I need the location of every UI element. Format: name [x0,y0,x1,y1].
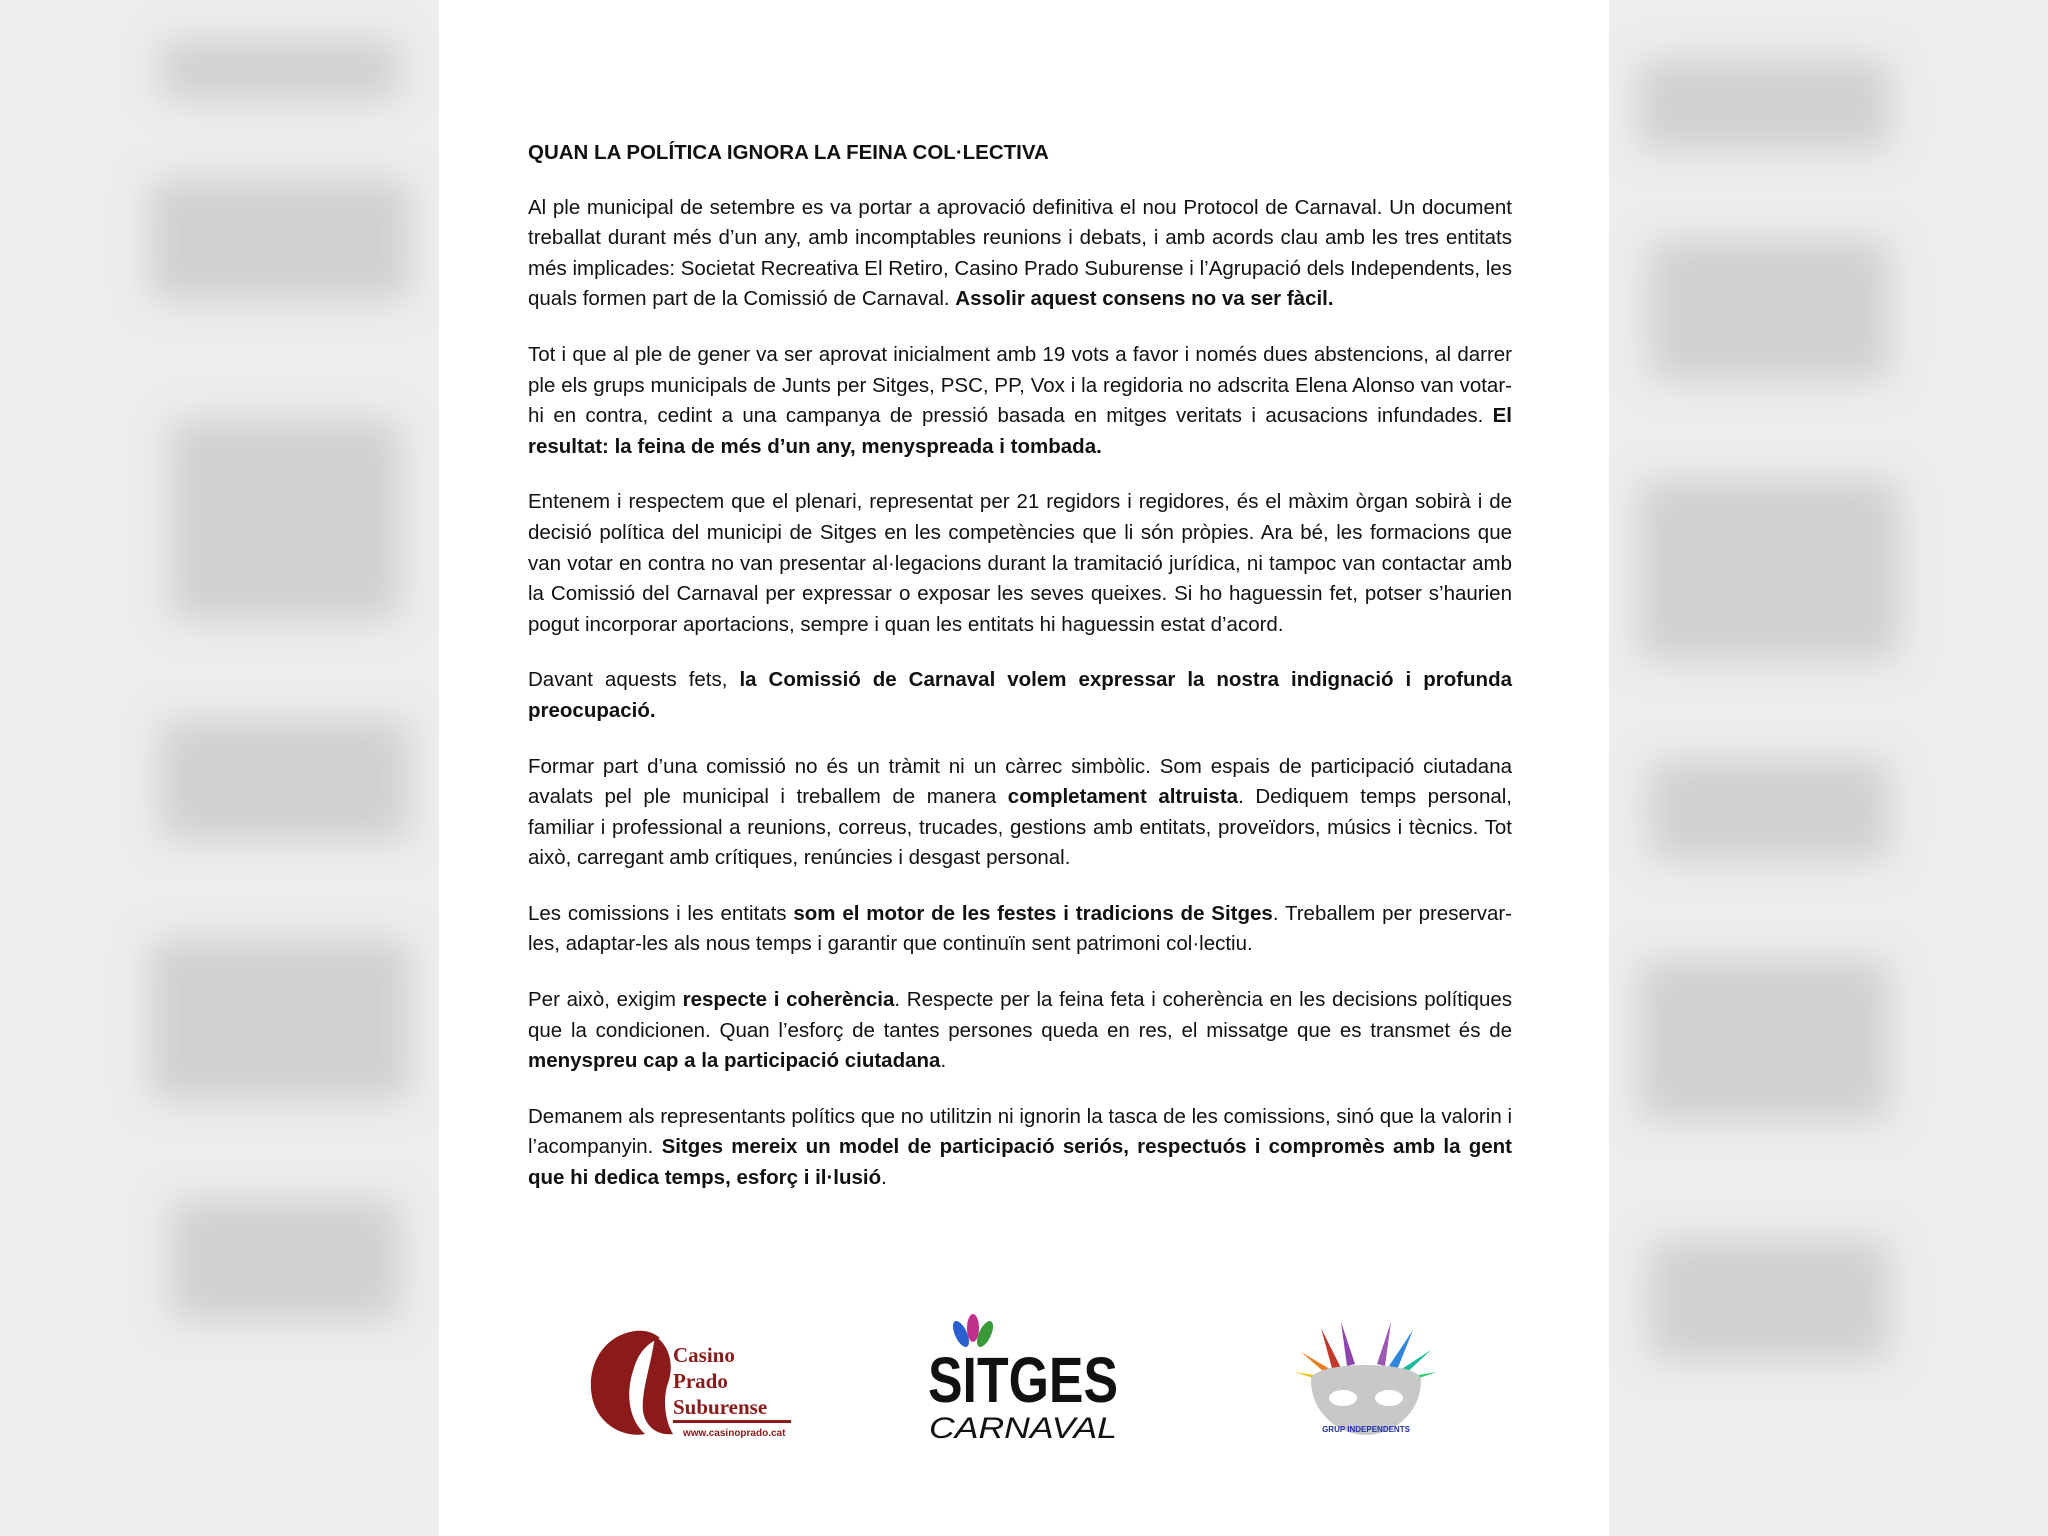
bold-text-segment: som el motor de les festes i tradicions de Sitges [793,901,1273,925]
bold-text-segment: Assolir aquest consens no va ser fàcil. [955,287,1334,311]
text-segment: Entenem i respectem que el plenari, representat per 21 regidors i regidores, és el màxim òrgan sobirà i de decisió política del municipi de Sitges en les competències que li són pròpies. Ara bé, les formacions que van votar en contra no van presentar al·legacions durant la tramitació jurídica, ni tampoc van contactar amb la Comissió del Carnaval per expressar o exposar les seves queixes. Si ho haguessin fet, potser s’haurien pogut incorporar aportacions, sempre i quan les entitats hi haguessin estat d’acord. [528,490,1512,636]
text-segment: Formar part d’una comissió no és un tràmit ni un càrrec simbòlic. Som espais de participació ciutadana avalats pel ple municipal i treballem de manera [528,754,1512,809]
document-page [439,0,1609,1536]
text-segment: . Dediquem temps personal, familiar i professional a reunions, correus, trucades, gestions amb entitats, proveïdors, músics i tècnics. Tot això, carregant amb crítiques, renúncies i desgast personal. [528,785,1513,870]
paragraph [528,487,1512,640]
text-segment: . [940,1049,947,1073]
independents-text: GRUP INDEPENDENTS [1322,1425,1410,1434]
bold-text-segment: El resultat: la feina de més d’un any, menyspreada i tombada. [528,404,1512,458]
document-title: QUAN LA POLÍTICA IGNORA LA FEINA COL·LECTIVA [528,141,1049,164]
casino-prado-logo [585,1326,795,1441]
text-segment: Davant aquests fets, [528,668,740,692]
sitges-carnaval-logo [923,1314,1123,1444]
text-segment: Per això, exigim [528,988,683,1012]
document-body [528,138,1512,1219]
bold-text-segment: menyspreu cap a la participació ciutadana [528,1049,941,1073]
paragraph [528,1102,1512,1194]
carnaval-text: CARNAVAL [929,1412,1117,1445]
casino-line-2: Prado [673,1369,728,1393]
casino-line-1: Casino [673,1343,735,1367]
logos-row [439,1320,1609,1450]
text-segment: Demanem als representants polítics que no utilitzin ni ignorin la tasca de les comissions, sinó que la valorin i l’acompanyin. [528,1104,1512,1159]
bold-text-segment: respecte i coherència [682,988,895,1012]
blurred-background-right [1609,0,2048,1536]
paragraph [528,985,1512,1077]
casino-line-3: Suburense [673,1395,768,1419]
grup-independents-logo [1291,1320,1441,1445]
bold-text-segment: Sitges mereix un model de participació seriós, respectuós i compromès amb la gent que hi dedica temps, esforç i il·lusió [528,1135,1512,1190]
text-segment: . [881,1166,887,1190]
bold-text-segment: la Comissió de Carnaval volem expressar la nostra indignació i profunda preocupació. [528,668,1513,722]
text-segment: . Treballem per preservar-les, adaptar-les als nous temps i garantir que continuïn sent patrimoni col·lectiu. [528,901,1512,956]
paragraph [528,752,1512,874]
paragraph [528,193,1512,315]
paragraph [528,340,1512,462]
blurred-background-left [0,0,439,1536]
bold-text-segment: completament altruista [1007,785,1239,809]
text-segment: . Respecte per la feina feta i coherència en les decisions polítiques que la condicionen. Quan l’esforç de tantes persones queda en res, el missatge que es transmet és de [528,988,1512,1042]
paragraph [528,665,1512,726]
paragraphs [528,193,1512,1194]
paragraph [528,899,1512,960]
text-segment: Les comissions i les entitats [528,901,794,925]
casino-url: www.casinoprado.cat [683,1428,786,1439]
text-segment: Tot i que al ple de gener va ser aprovat inicialment amb 19 vots a favor i només dues abstencions, al darrer ple els grups municipals de Junts per Sitges, PSC, PP, Vox i la regidoria no adscrita Elena Alonso van votar-hi en contra, cedint a una campanya de pressió basada en mitges veritats i acusacions infundades. [528,342,1512,428]
sitges-text: SITGES [928,1344,1118,1416]
text-segment: Al ple municipal de setembre es va portar a aprovació definitiva el nou Protocol de Carnaval. Un document treballat durant més d’un any, amb incomptables reunions i debats, i amb acords clau amb les tres entitats més implicades: Societat Recreativa El Retiro, Casino Prado Suburense i l’Agrupació dels Independents, les quals formen part de la Comissió de Carnaval. [528,195,1512,311]
